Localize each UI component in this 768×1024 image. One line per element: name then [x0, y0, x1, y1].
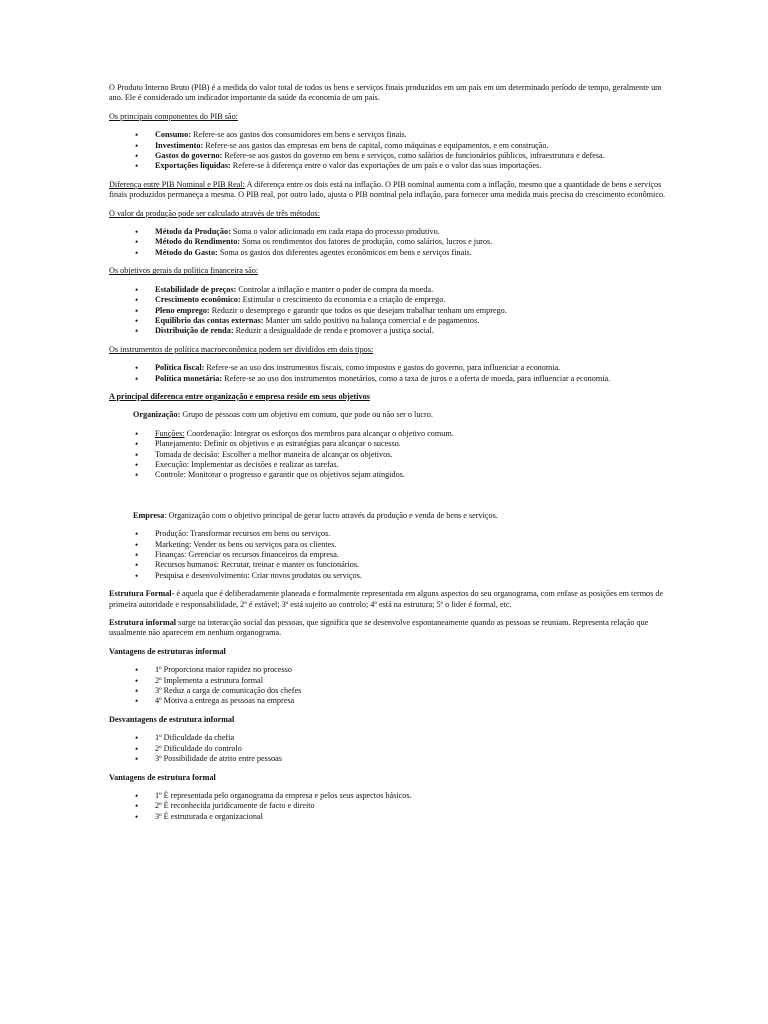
list-item: • 4º Motiva a entrega as pessoas na empresa: [109, 696, 669, 706]
list-item: • Política fiscal: Refere-se ao uso dos instrumentos fiscais, como impostos e gastos do governo, para influenciar a economia.: [109, 363, 669, 373]
list-item: • Método do Gasto: Soma os gastos dos diferentes agentes econômicos em bens e serviços finais.: [109, 248, 669, 258]
list-item: • Pesquisa e desenvolvimento: Criar novos produtos ou serviços.: [109, 571, 669, 581]
formal-structure-paragraph: Estrutura Formal- é aquela que é deliberadamente planeada e formalmente representada em alguns aspectos do seu organograma, com enfase as posições em termos de primeira autoridade e responsabilidade, 2º é estável; 3º está sujeito ao controlo; 4º está na estrutura; 5º o lider é formal, etc.: [109, 589, 664, 609]
nominal-real-paragraph: Diferença entre PIB Nominal e PIB Real: A diferença entre os dois está na inflação. O PIB nominal aumenta com a inflação, mesmo que a quantidade de bens e serviços finais produzidos permaneça a mesma. O PIB real, por outro lado, ajusta o PIB nominal pela inflação, para fornecer uma medida mais precisa do crescimento econômico.: [109, 179, 666, 200]
organization-paragraph: Organização: Grupo de pessoas com um objetivo em comum, que pode ou não ser o lucro.: [133, 410, 433, 420]
list-item: • 2º Dificuldade do controlo: [109, 744, 669, 754]
list-item: • Controle: Monitorar o progresso e garantir que os objetivos sejam atingidos.: [109, 470, 669, 480]
organization-list: [109, 429, 669, 481]
list-item: • 3º Possibilidade de atrito entre pessoas: [109, 754, 669, 764]
informal-structure-paragraph: Estrutura informal surge na interacção social das pessoas, que significa que se desenvolve espontaneamente quando as pessoas se reuniam. Representa relação que usualmente não aparecem em nenhum organograma.: [109, 618, 649, 638]
disadv-informal-list: [109, 733, 669, 764]
list-item: • Consumo: Refere-se aos gastos dos consumidores em bens e serviços finais.: [109, 130, 669, 140]
list-item: • Finanças: Gerenciar os recursos financeiros da empresa.: [109, 550, 669, 560]
list-item: • 1º Proporciona maior rapidez no processo: [109, 665, 669, 675]
list-item: • 1º É representada pelo organograma da empresa e pelos seus aspectos básicos.: [109, 791, 669, 801]
list-item: • Estabilidade de preços: Controlar a inflação e manter o poder de compra da moeda.: [109, 285, 669, 295]
list-item: • Funções: Coordenação: Integrar os esforços dos membros para alcançar o objetivo comum.: [109, 429, 669, 439]
adv-formal-heading: Vantagens de estrutura formal: [109, 772, 216, 782]
list-item: • Método da Produção: Soma o valor adicionado em cada etapa do processo produtivo.: [109, 227, 669, 237]
list-item: • 3º Reduz a carga de comunicação dos chefes: [109, 686, 669, 696]
list-item: • Exportações líquidas: Refere-se à diferença entre o valor das exportações de um país e o valor das suas importações.: [109, 161, 669, 171]
list-item: • Planejamento: Definir os objetivos e as estratégias para alcançar o sucesso.: [109, 439, 669, 449]
components-heading: Os principais componentes do PIB são:: [109, 111, 238, 121]
document-page: [109, 83, 669, 830]
adv-informal-heading: Vantagens de estruturas informal: [109, 646, 226, 656]
company-paragraph: Empresa: Organização com o objetivo principal de gerar lucro através da produção e venda de bens e serviços.: [133, 510, 498, 520]
methods-heading: O valor da produção pode ser calculado através de três métodos:: [109, 208, 320, 218]
list-item: • 2º Implementa a estrutura formal: [109, 676, 669, 686]
instruments-heading: Os instrumentos de política macroeconômica podem ser divididos em dois tipos:: [109, 344, 374, 354]
adv-informal-list: [109, 665, 669, 707]
disadv-informal-heading: Desvantagens de estrutura informal: [109, 714, 235, 724]
list-item: • Tomada de decisão: Escolher a melhor maneira de alcançar os objetivos.: [109, 450, 669, 460]
list-item: • Método do Rendimento: Soma os rendimentos dos fatores de produção, como salários, lucros e juros.: [109, 237, 669, 247]
instruments-list: [109, 363, 669, 384]
list-item: • 3º É estruturada e organizacional: [109, 812, 669, 822]
list-item: • Recursos humanos: Recrutar, treinar e manter os funcionários.: [109, 560, 669, 570]
methods-list: [109, 227, 669, 258]
list-item: • Execução: Implementar as decisões e realizar as tarefas.: [109, 460, 669, 470]
list-item: • Política monetária: Refere-se ao uso dos instrumentos monetários, como a taxa de juros e a oferta de moeda, para influenciar a economia.: [109, 374, 669, 384]
list-item: • 1º Dificuldade da chefia: [109, 733, 669, 743]
org-company-heading: A principal diferenca entre organização e empresa reside em seus objetivos: [109, 391, 370, 401]
list-item: • Equilíbrio das contas externas: Manter um saldo positivo na balança comercial e de pagamentos.: [109, 316, 669, 326]
objectives-list: [109, 285, 669, 337]
list-item: • Crescimento econômico: Estimular o crescimento da economia e a criação de emprego.: [109, 295, 669, 305]
company-list: [109, 529, 669, 581]
objectives-heading: Os objetivos gerais da política financeira são:: [109, 266, 259, 276]
list-item: • Pleno emprego: Reduzir o desemprego e garantir que todos os que desejam trabalhar tenham um emprego.: [109, 306, 669, 316]
list-item: • Marketing: Vender os bens ou serviços para os clientes.: [109, 540, 669, 550]
list-item: • Distribuição de renda: Reduzir a desigualdade de renda e promover a justiça social.: [109, 326, 669, 336]
components-list: [109, 130, 669, 172]
adv-formal-list: [109, 791, 669, 822]
list-item: • Produção: Transformar recursos em bens ou serviços.: [109, 529, 669, 539]
list-item: • 2º É reconhecida juridicamente de facto e direito: [109, 801, 669, 811]
list-item: • Gastos do governo: Refere-se aos gastos do governo em bens e serviços, como salários de funcionários públicos, infraestrutura e defesa.: [109, 151, 669, 161]
list-item: • Investimento: Refere-se aos gastos das empresas em bens de capital, como máquinas e equipamentos, e em construção.: [109, 141, 669, 151]
intro-paragraph: O Produto Interno Bruto (PIB) é a medida do valor total de todos os bens e serviços finais produzidos em um país em um determinado período de tempo, geralmente um ano. Ele é considerado um indicador importante da saúde da economia de um país.: [109, 83, 662, 103]
